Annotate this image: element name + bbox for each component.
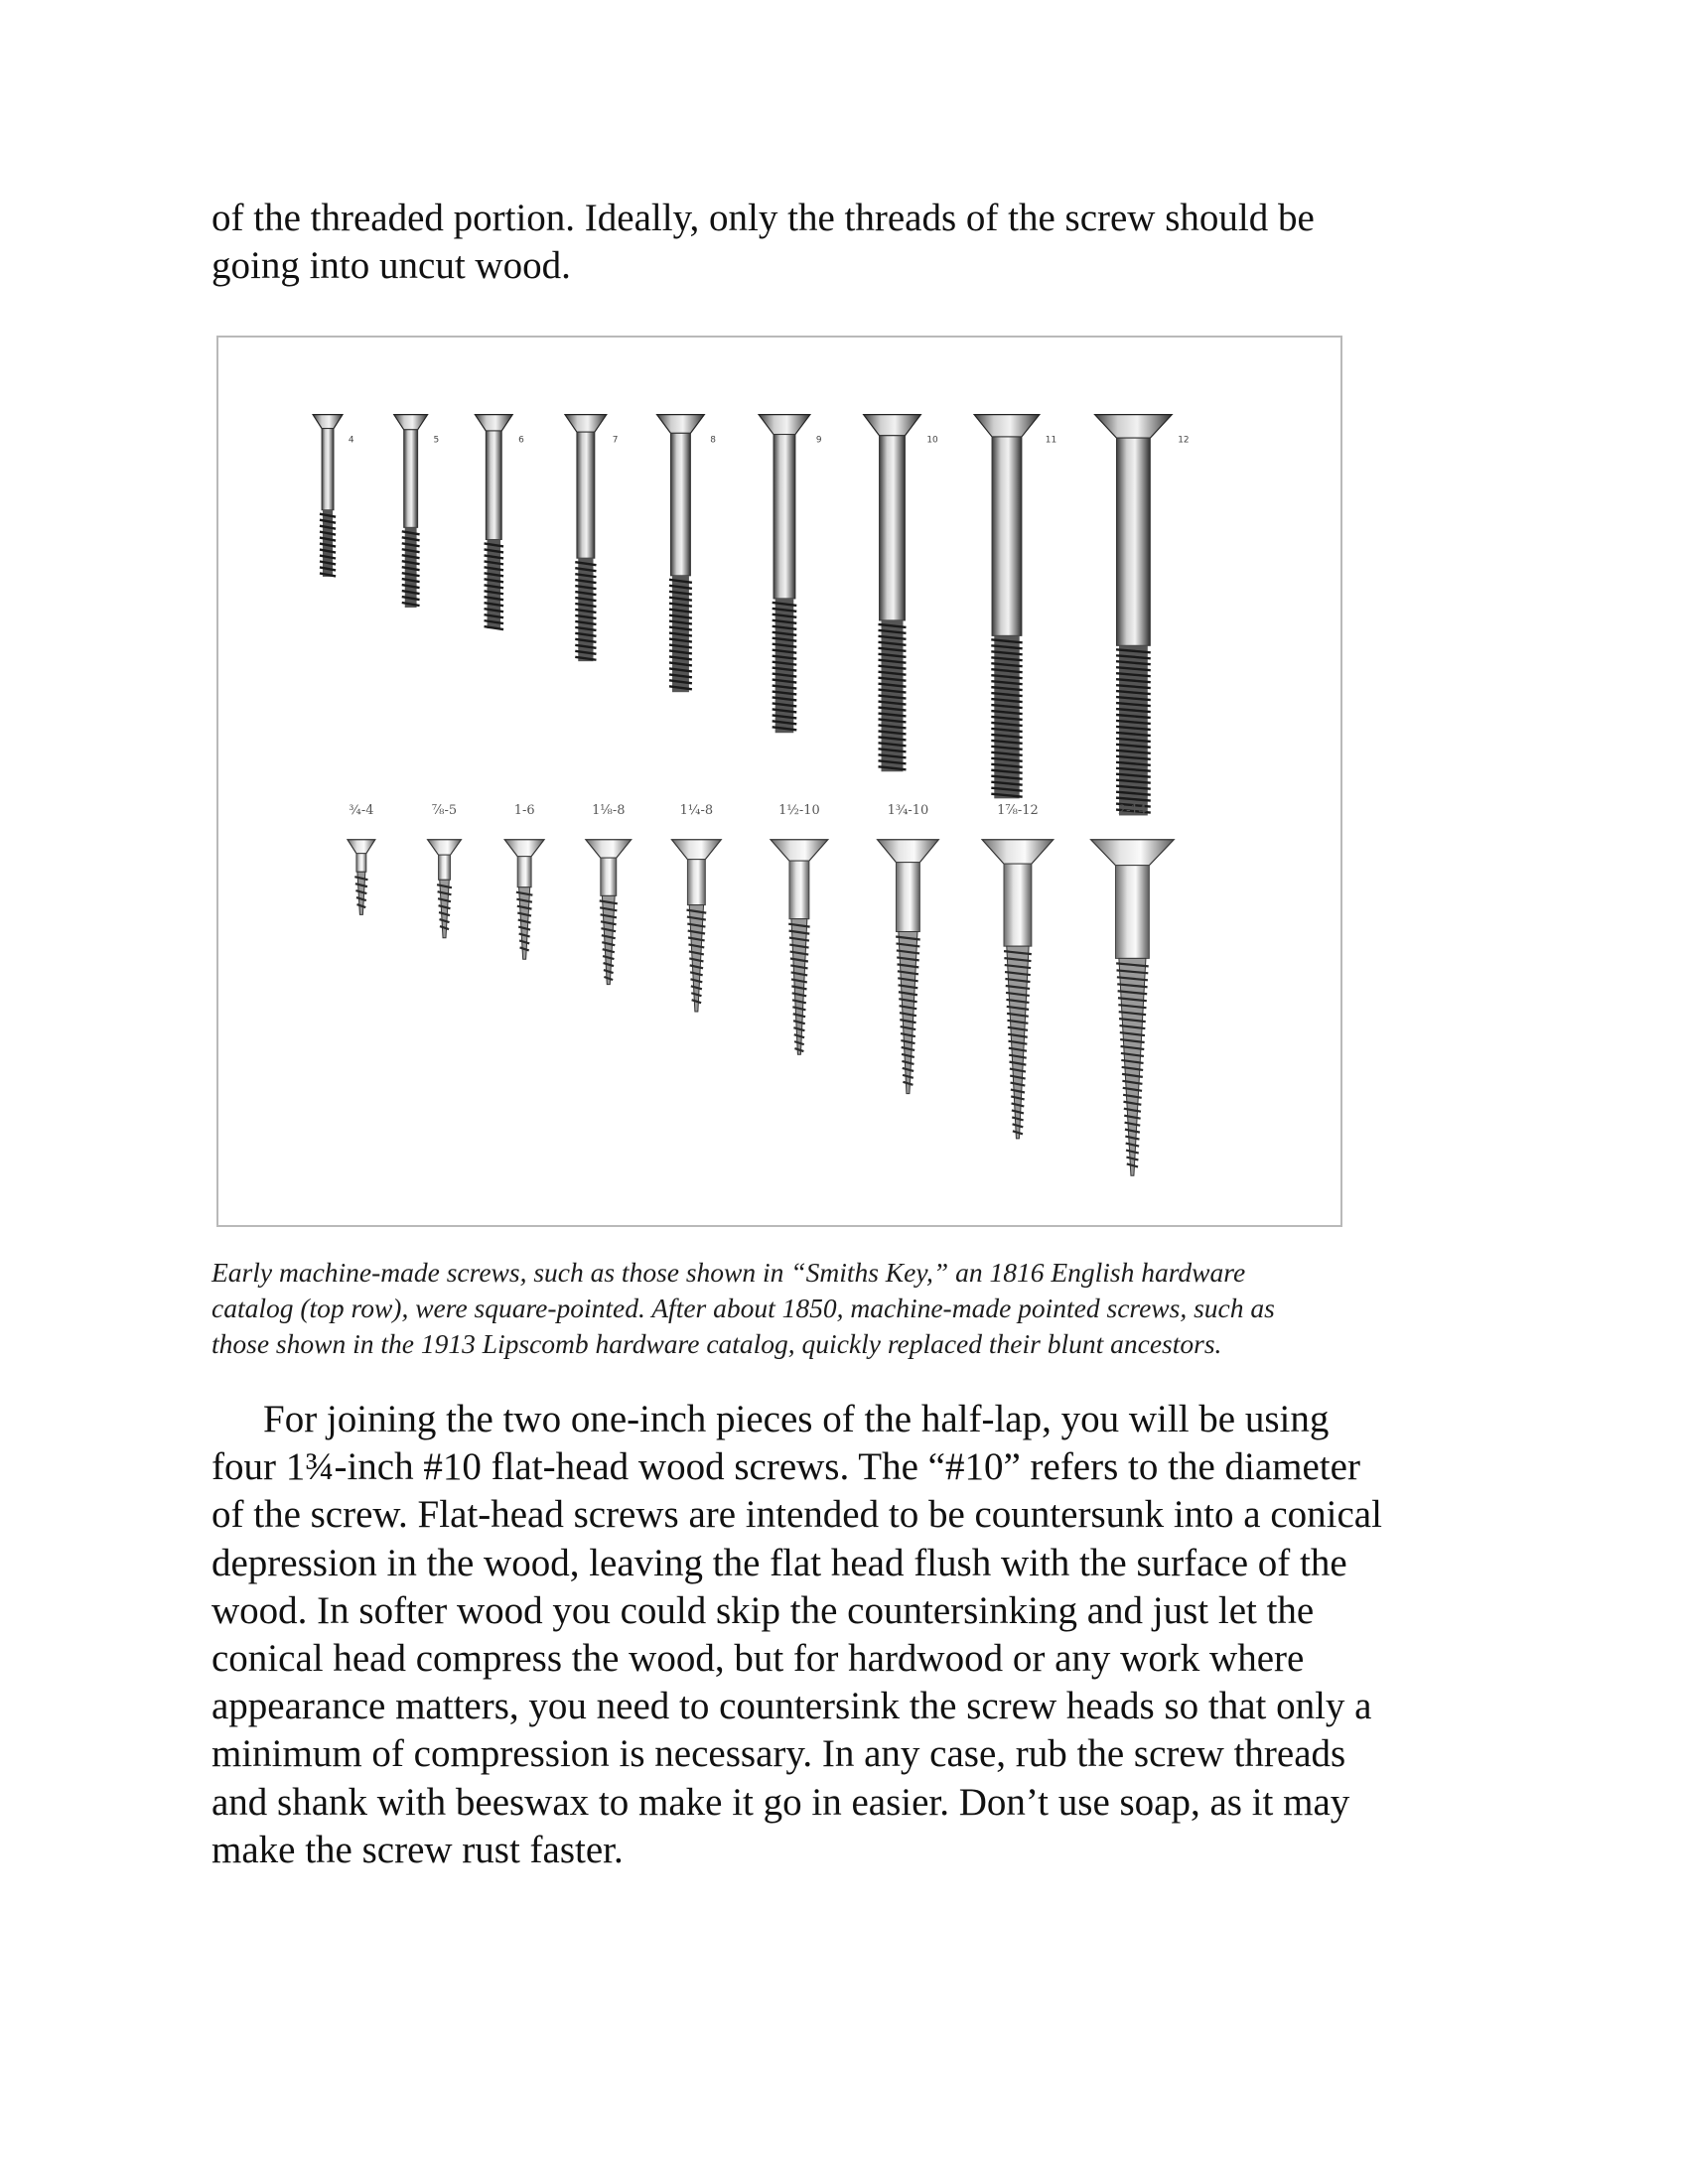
bottom-row-screw <box>348 803 375 915</box>
bottom-row-screw-label: 1¾-10 <box>887 802 929 818</box>
body-line: depression in the wood, leaving the flat head flush with the surface of the <box>211 1541 1347 1584</box>
top-row-screw-label: 6 <box>518 435 524 446</box>
body-paragraph <box>211 1396 1502 1874</box>
bottom-row-screw-label: 1-6 <box>513 802 535 818</box>
screw-drawing <box>218 338 1340 1225</box>
body-line: and shank with beeswax to make it go in easier. Don’t use soap, as it may <box>211 1780 1350 1824</box>
bottom-row-screw-label: 1⅞-12 <box>997 802 1039 818</box>
bottom-row-screw-label: 2-14 <box>1117 802 1147 818</box>
screw-illustration <box>216 336 1342 1227</box>
intro-line: of the threaded portion. Ideally, only the threads of the screw should be <box>211 197 1315 239</box>
bottom-row-screw-label: ⅞-5 <box>431 802 458 818</box>
bottom-row-screw <box>504 803 544 959</box>
body-line: four 1¾-inch #10 flat-head wood screws. The “#10” refers to the diameter <box>211 1445 1360 1489</box>
body-line: minimum of compression is necessary. In any case, rub the screw threads <box>211 1732 1346 1776</box>
bottom-row-screw <box>982 803 1054 1139</box>
bottom-row-screw-label: 1½-10 <box>778 802 820 818</box>
top-row-screw <box>475 415 524 629</box>
bottom-row-screw <box>1091 803 1175 1175</box>
top-row-screw <box>864 415 938 772</box>
figure-caption <box>211 1255 1453 1362</box>
intro-paragraph <box>211 195 1502 290</box>
top-row-screw <box>313 415 354 577</box>
top-row-screw <box>565 415 618 661</box>
top-row-screw-label: 8 <box>710 435 716 446</box>
top-row-screw <box>657 415 717 693</box>
top-row-screw-label: 7 <box>612 435 619 446</box>
caption-line: Early machine-made screws, such as those shown in “Smiths Key,” an 1816 English hardware <box>211 1257 1246 1288</box>
top-row-screw-label: 10 <box>926 435 938 446</box>
top-row-screw <box>1095 415 1190 816</box>
bottom-row-screw <box>771 803 828 1054</box>
bottom-row-screw-label: ¾-4 <box>349 802 374 818</box>
body-line: make the screw rust faster. <box>211 1828 624 1871</box>
top-row-screw-label: 12 <box>1178 435 1190 446</box>
top-row-screw <box>394 415 440 608</box>
top-row-screw <box>974 415 1056 799</box>
bottom-row-screw <box>428 803 462 938</box>
bottom-row-screw-label: 1⅛-8 <box>592 802 626 818</box>
top-row-screw-label: 9 <box>815 435 822 446</box>
body-line: appearance matters, you need to countersink the screw heads so that only a <box>211 1685 1372 1728</box>
top-row-screw-label: 5 <box>433 435 440 446</box>
body-line: For joining the two one-inch pieces of the half-lap, you will be using <box>263 1398 1330 1440</box>
body-line: conical head compress the wood, but for hardwood or any work where <box>211 1637 1305 1681</box>
top-row-screw <box>759 415 822 734</box>
intro-line: going into uncut wood. <box>211 244 571 287</box>
bottom-row-screw <box>671 803 721 1012</box>
bottom-row-screw <box>878 803 939 1094</box>
body-line: of the screw. Flat-head screws are intended to be countersunk into a conical <box>211 1493 1382 1537</box>
top-row-screw-label: 4 <box>348 435 354 446</box>
caption-line: those shown in the 1913 Lipscomb hardware catalog, quickly replaced their blunt ancestors. <box>211 1328 1222 1359</box>
bottom-row-screw-label: 1¼-8 <box>679 802 714 818</box>
caption-line: catalog (top row), were square-pointed. After about 1850, machine-made pointed screws, such as <box>211 1293 1275 1323</box>
top-row-screw-label: 11 <box>1045 435 1057 446</box>
body-line: wood. In softer wood you could skip the countersinking and just let the <box>211 1588 1315 1632</box>
bottom-row-screw <box>586 803 632 985</box>
